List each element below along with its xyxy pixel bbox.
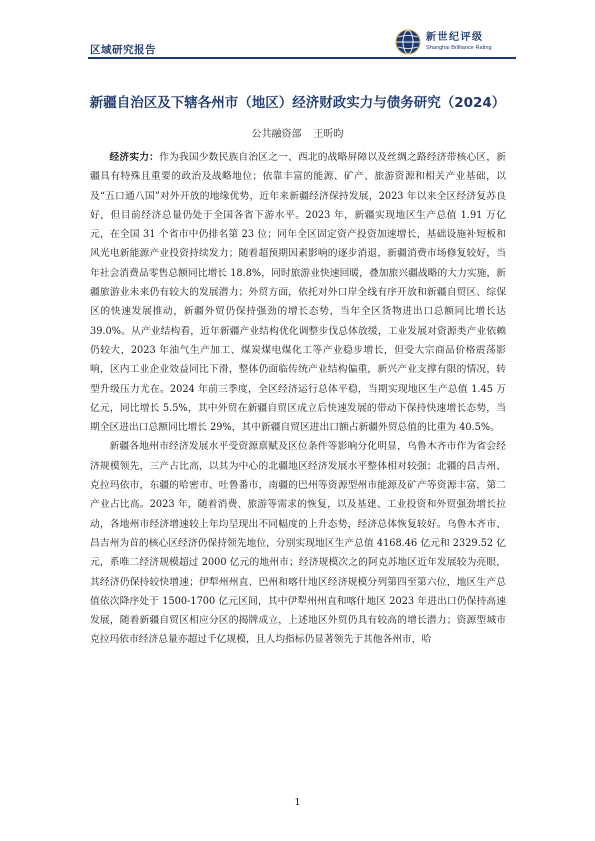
body-text — [90, 148, 506, 650]
author-line — [0, 125, 595, 140]
page-number: 1 — [294, 797, 301, 808]
brand-logo — [395, 27, 515, 57]
report-section-label: 区域研究报告 — [90, 44, 156, 56]
header-divider — [88, 57, 516, 59]
paragraph — [90, 148, 506, 437]
brand-name-en: Shanghai Brilliance Rating — [426, 44, 492, 51]
paragraph-text: 作为我国少数民族自治区之一、西北的战略屏障以及丝绸之路经济带核心区，新疆具有特殊且重要的政治及战略地位；依靠丰富的能源、矿产、旅游资源和相关产业基础，以及“五口通八国”对外开放的地缘优势，近年来新疆经济保持发展，2023 年以来全区经济复苏良好，但目前经济总量仍处于全国各省下游水平。2023 年，新疆实现地区生产总值 1.91 万亿元，在全国 31 个省市中仍排名第 23 位；同年全区固定资产投资加速增长，基础设施补短板和风光电新能源产业投资持续发力；随着超预期因素影响的逐步消退，新疆消费市场修复较好，当年社会消费品零售总额同比增长 18.8%，同时旅游业快速回暖，叠加旅兴疆战略的大力实施，新疆旅游业未来仍有较大的发展潜力；外贸方面，依托对外口岸全线有序开放和新疆自贸区、综保区的快速发展推动，新疆外贸仍保持强劲的增长态势，当年全区货物进出口总额同比增长达 39.0%。从产业结构看，近年新疆产业结构优化调整步伐总体放缓，工业发展对资源类产业依赖仍较大，2023 年油气生产加工、煤炭煤电煤化工等产业稳步增长，但受大宗商品价格震荡影响，区内工业企业效益同比下滑，整体仍面临传统产业结构偏重，新兴产业支撑有限的情况，转型升级压力尤在。2024 年前三季度，全区经济运行总体平稳，当期实现地区生产总值 1.45 万亿元，同比增长 5.5%，其中外贸在新疆自贸区成立后快速发展的带动下保持快速增长态势，当期全区进出口总额同比增长 29%，其中新疆自贸区进出口额占新疆外贸总值的比重为 40.5%。 — [90, 152, 507, 434]
globe-emblem-icon — [395, 29, 421, 55]
author-department: 公共融资部 — [251, 129, 302, 140]
paragraph-text: 新疆各地州市经济发展水平受资源禀赋及区位条件等影响分化明显，乌鲁木齐市作为省会经济规模领先，三产占比高，以其为中心的北疆地区经济发展水平整体相对较强；北疆的昌吉州、克拉玛依市，东疆的哈密市、吐鲁番市，南疆的巴州等资源型州市能源及矿产等资源丰富，第二产业占比高。2023 年，随着消费、旅游等需求的恢复，以及基建、工业投资和外贸强劲增长拉动，各地州市经济增速较上年均呈现出不同幅度的上升态势，经济总体恢复较好。乌鲁木齐市、昌吉州为首的核心区经济仍保持领先地位，分别实现地区生产总值 4168.46 亿元和 2329.52 亿元，系唯二经济规模超过 2000 亿元的地州市；经济规模次之的阿克苏地区近年发展较为亮眼，其经济仍保持较快增速；伊犁州州直、巴州和喀什地区经济规模分列第四至第六位，地区生产总值依次降序处于 1500-1700 亿元区间，其中伊犁州州直和喀什地区 2023 年进出口仍保持高速发展，随着新疆自贸区相应分区的揭牌成立，上述地区外贸仍具有较高的增长潜力；资源型城市克拉玛依市经济总量亦超过千亿规模，且人均指标仍显著领先于其他各州市，哈 — [90, 441, 506, 646]
paragraph-lead: 经济实力： — [109, 152, 160, 163]
brand-name-cn: 新世纪评级 — [426, 31, 484, 43]
author-name: 王昕昀 — [313, 129, 344, 140]
paragraph — [90, 437, 506, 649]
document-title: 新疆自治区及下辖各州市（地区）经济财政实力与债务研究（2024） — [89, 95, 506, 111]
